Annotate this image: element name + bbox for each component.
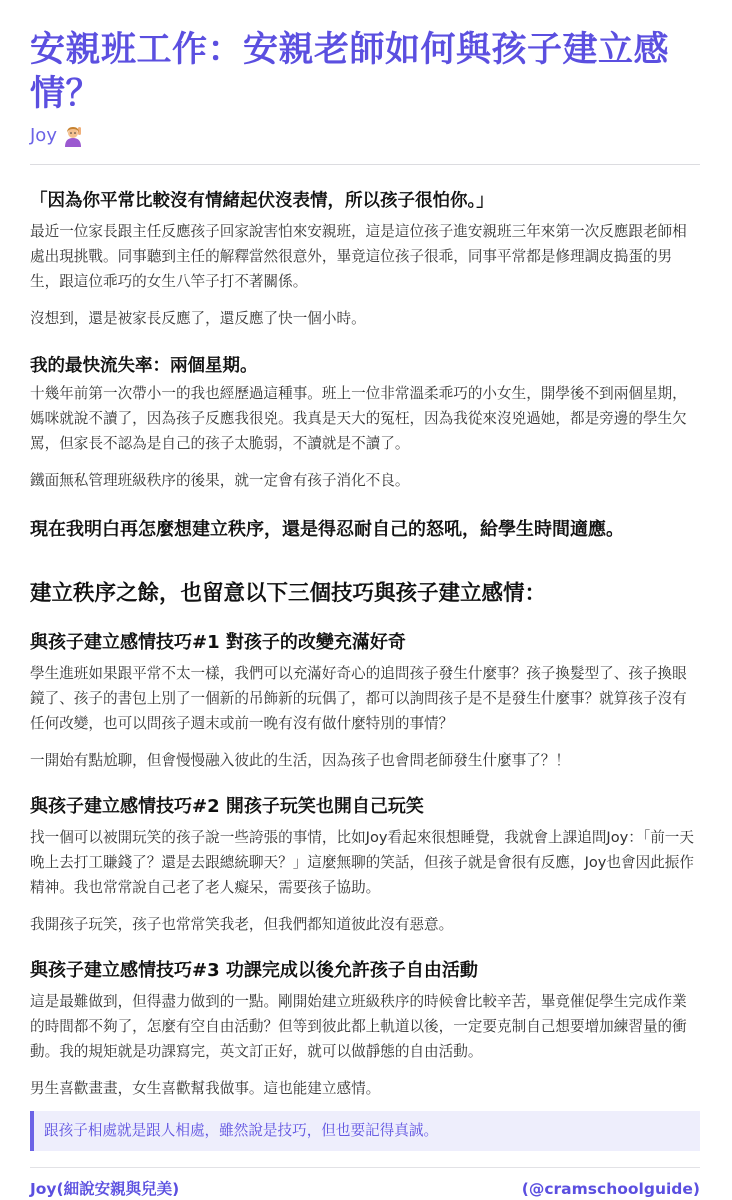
tip-1-paragraph-1: 學生進班如果跟平常不太一樣，我們可以充滿好奇心的追問孩子發生什麼事？孩子換髮型了、孩子換眼鏡了、孩子的書包上別了一個新的吊飾新的玩偶了，都可以詢問孩子是不是發生什麼事？就算孩子沒有任何改變，也可以問孩子週末或前一晚有沒有做什麼特別的事情？ <box>30 665 687 732</box>
tip-2-paragraph-2: 我開孩子玩笑，孩子也常常笑我老，但我們都知道彼此沒有惡意。 <box>30 916 454 933</box>
tip-3-title: 與孩子建立感情技巧#3 功課完成以後允許孩子自由活動 <box>30 960 478 981</box>
key-statement: 現在我明白再怎麼想建立秩序，還是得忍耐自己的怒吼，給學生時間適應。 <box>30 519 624 540</box>
title-divider <box>30 164 700 165</box>
page-title: 安親班工作：安親老師如何與孩子建立感情？ <box>30 30 670 114</box>
section-title: 建立秩序之餘，也留意以下三個技巧與孩子建立感情： <box>30 581 547 606</box>
intro-quote: 「因為你平常比較沒有情緒起伏沒表情，所以孩子很怕你。」 <box>30 191 494 211</box>
footer-handle: (@cramschoolguide) <box>521 1180 700 1198</box>
author-line <box>30 124 700 148</box>
story-paragraph-1: 十幾年前第一次帶小一的我也經歷過這種事。班上一位非常溫柔乖巧的小女生，開學後不到兩個星期，媽咪就說不讀了，因為孩子反應我很兇。我真是天大的冤枉，因為我從來沒兇過她，都是旁邊的學生欠罵，但家長不認為是自己的孩子太脆弱，不讀就是不讀了。 <box>30 385 687 452</box>
footer-divider <box>30 1167 700 1168</box>
tip-2-title: 與孩子建立感情技巧#2 開孩子玩笑也開自己玩笑 <box>30 796 424 817</box>
tip-1-paragraph-2: 一開始有點尬聊，但會慢慢融入彼此的生活，因為孩子也會問老師發生什麼事了？！ <box>30 752 570 769</box>
callout-quote: 跟孩子相處就是跟人相處，雖然說是技巧，但也要記得真誠。 <box>30 1111 700 1151</box>
tip-3-paragraph-2: 男生喜歡畫畫，女生喜歡幫我做事。這也能建立感情。 <box>30 1080 381 1097</box>
author-name: Joy <box>30 125 57 146</box>
tip-2-paragraph-1: 找一個可以被開玩笑的孩子說一些誇張的事情，比如Joy看起來很想睡覺，我就會上課追問Joy：「前一天晚上去打工賺錢了？還是去跟總統聊天？」這麼無聊的笑話，但孩子就是會很有反應，Joy也會因此振作精神。我也常常說自己老了老人癡呆，需要孩子協助。 <box>30 829 694 896</box>
tip-3-paragraph-1: 這是最難做到，但得盡力做到的一點。剛開始建立班級秩序的時候會比較辛苦，畢竟催促學生完成作業的時間都不夠了，怎麼有空自由活動？但等到彼此都上軌道以後，一定要克制自己想要增加練習量的衝動。我的規矩就是功課寫完，英文訂正好，就可以做靜態的自由活動。 <box>30 993 687 1060</box>
tip-1-title: 與孩子建立感情技巧#1 對孩子的改變充滿好奇 <box>30 632 406 653</box>
story-paragraph-2: 鐵面無私管理班級秩序的後果，就一定會有孩子消化不良。 <box>30 472 410 489</box>
person-raising-hand-icon <box>63 125 85 147</box>
intro-paragraph-2: 沒想到，還是被家長反應了，還反應了快一個小時。 <box>30 310 366 327</box>
story-heading: 我的最快流失率：兩個星期。 <box>30 356 258 376</box>
footer-author: Joy(細說安親與兒美) <box>30 1180 180 1198</box>
intro-paragraph-1: 最近一位家長跟主任反應孩子回家說害怕來安親班，這是這位孩子進安親班三年來第一次反應跟老師相處出現挑戰。同事聽到主任的解釋當然很意外，畢竟這位孩子很乖，同事平常都是修理調皮搗蛋的男生，跟這位乖巧的女生八竿子打不著關係。 <box>30 223 687 290</box>
footer <box>30 1178 700 1200</box>
